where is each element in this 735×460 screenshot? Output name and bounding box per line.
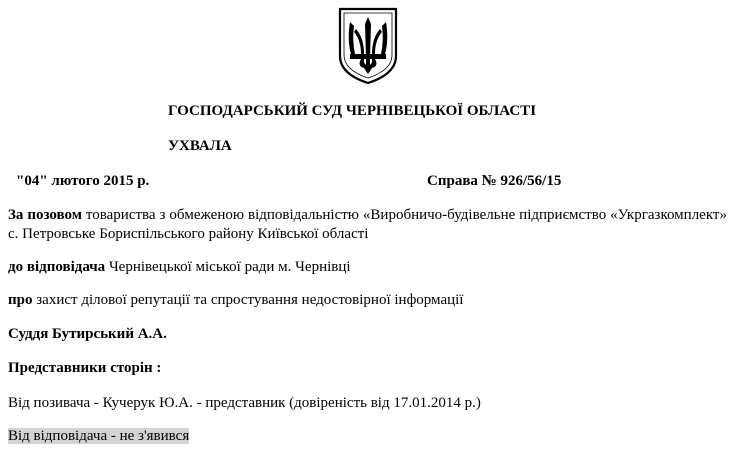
defendant-lead: до відповідача [8,259,106,275]
document-type: УХВАЛА [168,138,232,154]
trident-coat-of-arms-icon [337,6,399,86]
defendant-paragraph [8,259,351,276]
defendant-representative-text: Від відповідача - не з'явився [8,428,190,444]
subject-paragraph [8,292,463,309]
subject-lead: про [8,292,33,308]
document-date: "04" лютого 2015 р. [16,173,150,189]
claim-paragraph [8,206,727,244]
claim-text: товариства з обмеженою відповідальністю «Виробничо-будівельне підприємство «Укргазкомплект» с. Петровське Бориспільського району Київської області [8,207,727,242]
representatives-heading: Представники сторін : [8,360,162,376]
court-title: ГОСПОДАРСЬКИЙ СУД ЧЕРНІВЕЦЬКОЇ ОБЛАСТІ [168,103,537,119]
plaintiff-representative: Від позивача - Кучерук Ю.А. - представник (довіреність від 17.01.2014 р.) [8,395,481,411]
judge-name: Суддя Бутирський А.А. [8,326,167,342]
claim-lead: За позовом [8,207,82,223]
subject-text: захист ділової репутації та спростування недостовірної інформації [32,292,464,308]
defendant-text: Чернівецької міської ради м. Чернівці [105,259,351,275]
defendant-representative [8,428,189,445]
case-number: Справа № 926/56/15 [427,173,562,189]
